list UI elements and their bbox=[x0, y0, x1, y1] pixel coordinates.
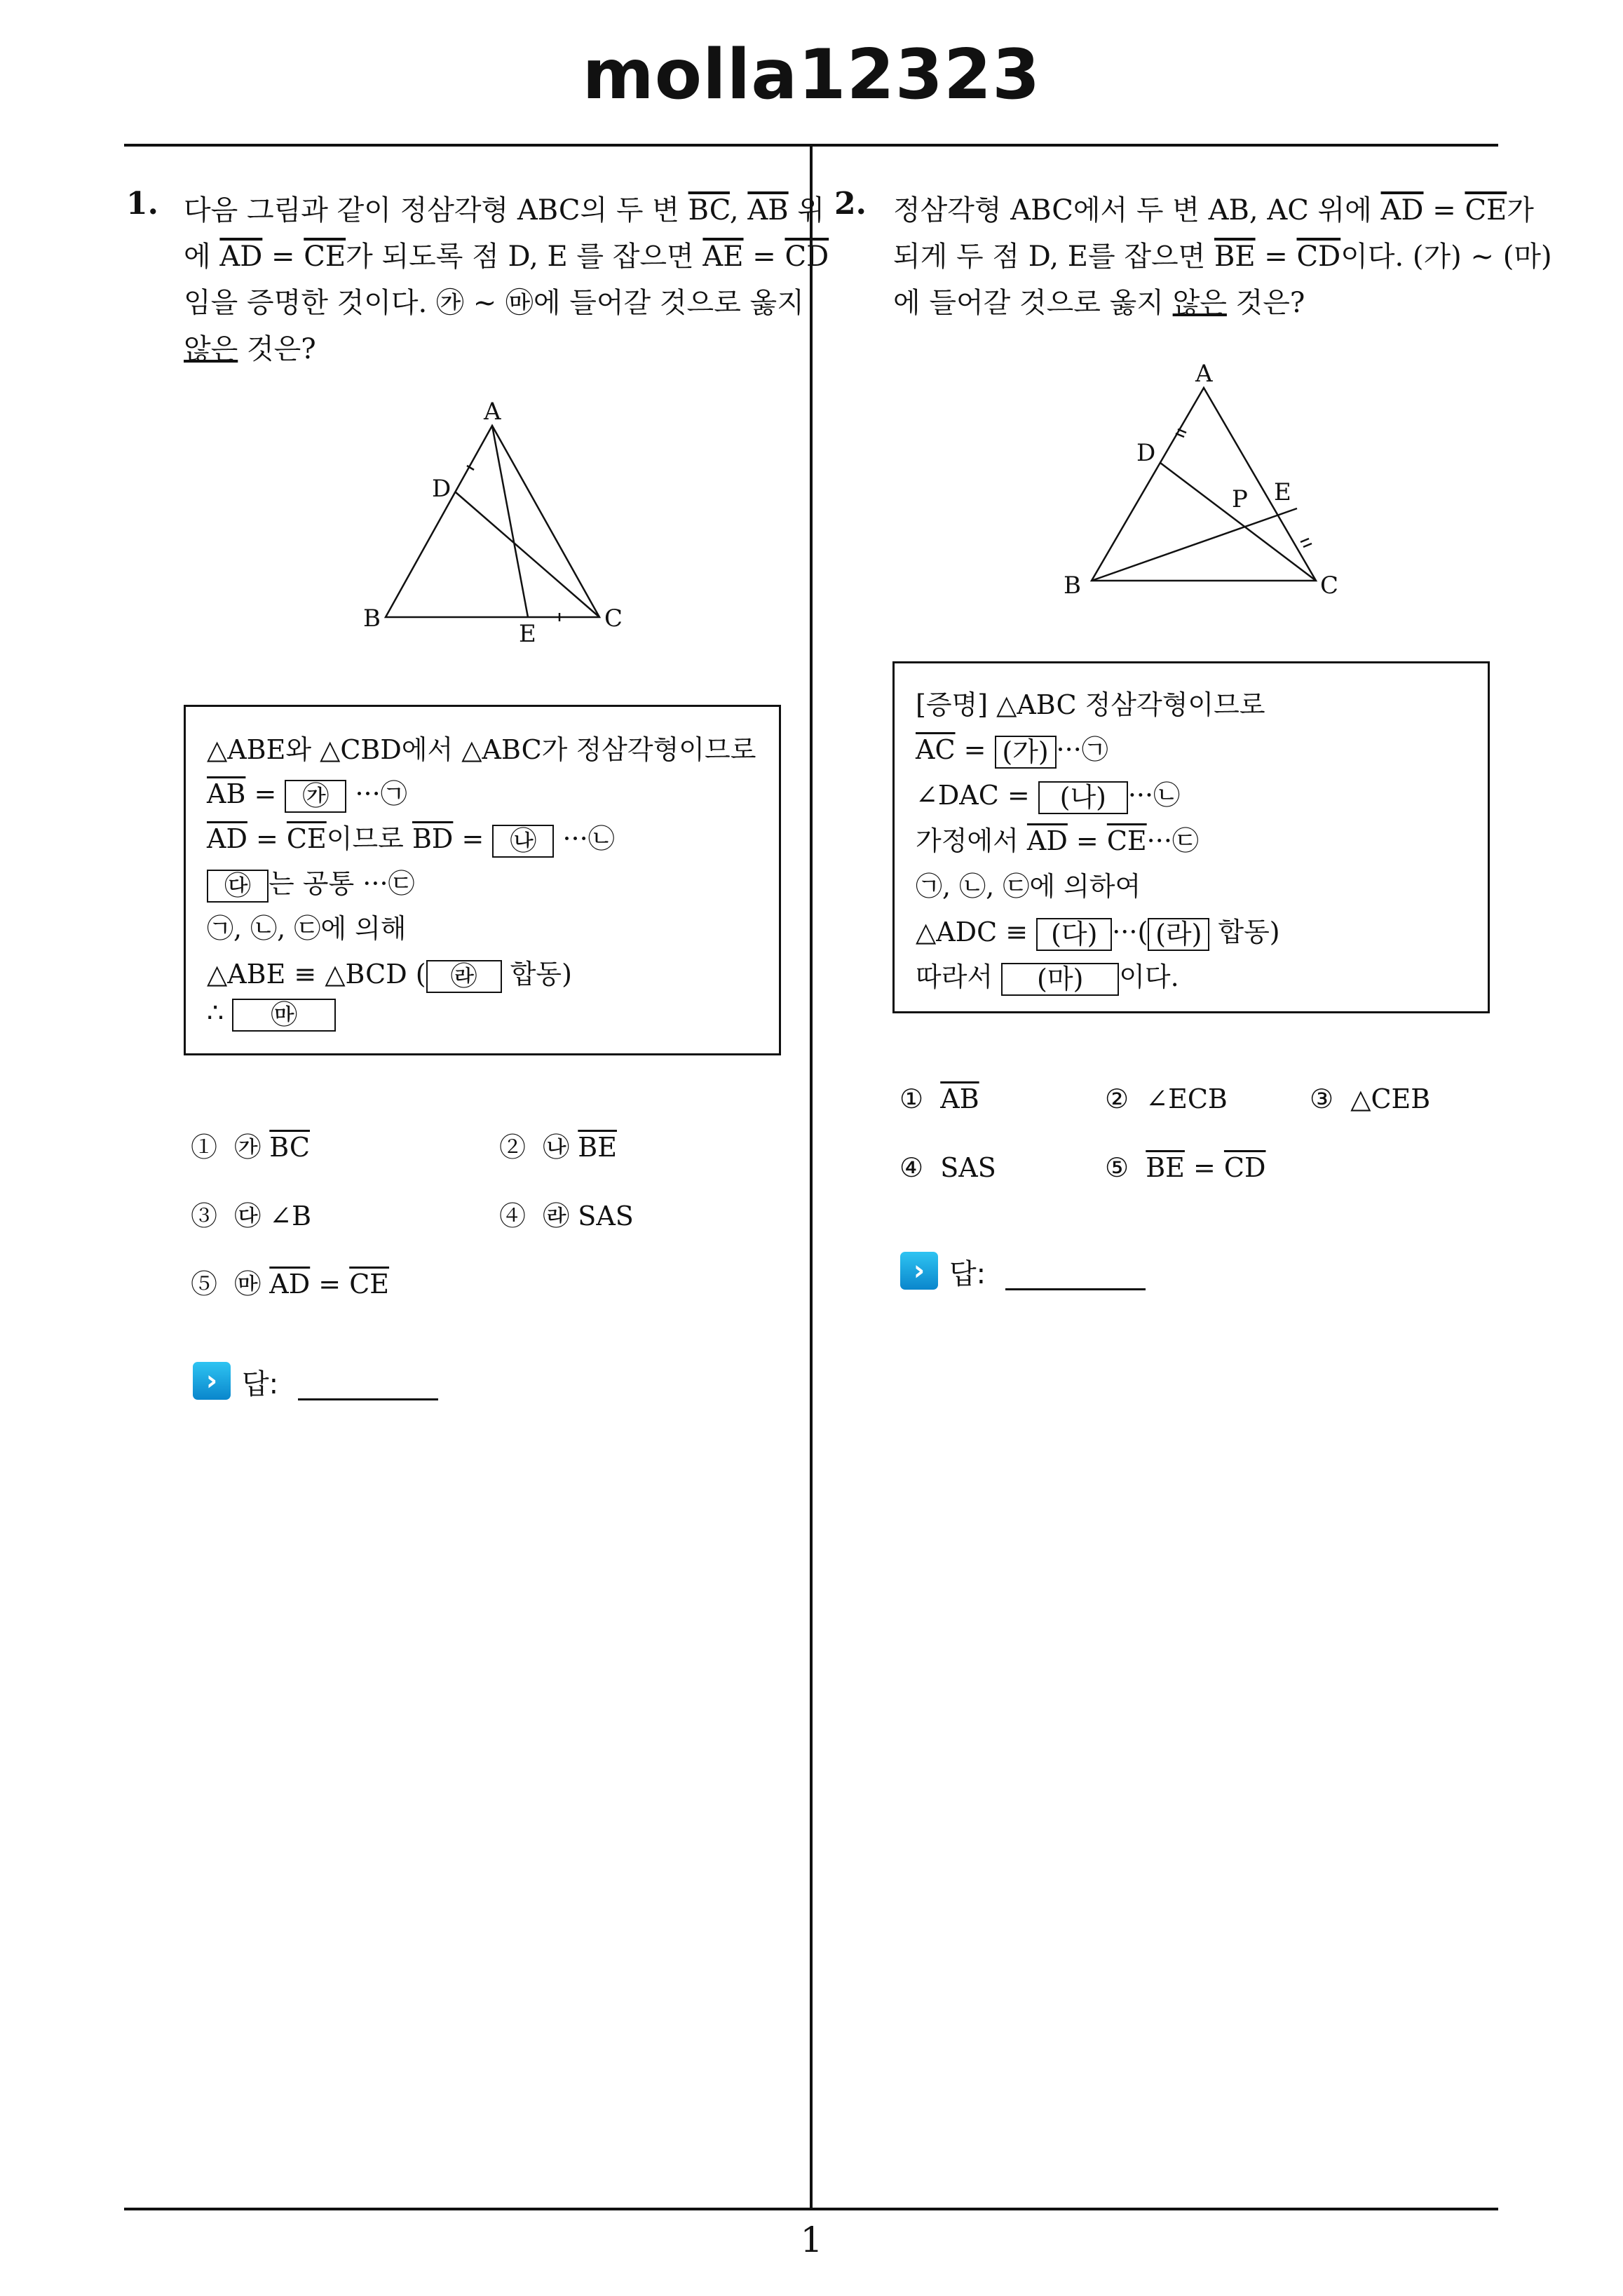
q1-line-4: 않은 것은? bbox=[184, 333, 316, 365]
q1-answer-label: 답: bbox=[242, 1368, 279, 1400]
q1-blank-ma: ㉲ bbox=[232, 999, 336, 1032]
q2-label-e: E bbox=[1274, 478, 1291, 506]
q1-blank-na: ㉯ bbox=[492, 825, 554, 858]
q2-tick-ce-2 bbox=[1303, 543, 1312, 547]
q1-blank-da: ㉰ bbox=[207, 870, 269, 903]
q2-option-1[interactable]: ① $\overline{AB}$ bbox=[899, 1083, 979, 1114]
q1-triangle-figure bbox=[351, 393, 645, 652]
q1-segment-cd bbox=[456, 492, 599, 617]
q2-label-b: B bbox=[1064, 572, 1081, 600]
q2-answer-field[interactable] bbox=[1005, 1288, 1146, 1290]
q1-label-b: B bbox=[363, 605, 381, 633]
q2-answer-label: 답: bbox=[949, 1258, 986, 1290]
page-number: 1 bbox=[800, 2220, 823, 2260]
q1-segment-ae bbox=[492, 426, 528, 617]
q2-label-c: C bbox=[1320, 572, 1339, 600]
q1-proof-line-2: $\overline{AB}$ = ㉮ ···㉠ bbox=[207, 772, 407, 813]
q2-label-p: P bbox=[1232, 485, 1248, 513]
q2-line-2: 되게 두 점 D, E를 잡으면 $\overline{BE} = \overline{CD}$이다. (가) ~ (마) bbox=[893, 241, 1552, 273]
q2-segment-be bbox=[1092, 508, 1297, 581]
q1-proof-line-6: △ABE ≡ △BCD ( ㉱ 합동) bbox=[207, 952, 572, 993]
q1-option-3[interactable]: ③ ㉰ ∠B bbox=[191, 1201, 312, 1231]
q2-number: 2. bbox=[834, 186, 867, 222]
q2-option-4[interactable]: ④ SAS bbox=[899, 1152, 996, 1183]
q2-proof-line-2: $\overline{AC}$ = (가) ···㉠ bbox=[916, 728, 1108, 769]
page-title: molla12323 bbox=[582, 35, 1041, 115]
q1-option-2[interactable]: ② ㉯ $\overline{BE}$ bbox=[499, 1132, 617, 1163]
q1-label-a: A bbox=[484, 398, 501, 426]
q2-blank-da: (다) bbox=[1036, 918, 1112, 952]
q2-label-d: D bbox=[1136, 439, 1156, 467]
q2-proof-line-7: 따라서 (마) 이다. bbox=[916, 955, 1179, 996]
q2-proof-line-4: 가정에서 $\overline{AD}$ = $\overline{CE}\cdot\cdot\cdot㉢$ bbox=[916, 825, 1199, 856]
q1-proof-line-7: ∴ ㉲ bbox=[207, 997, 336, 1032]
q1-label-e: E bbox=[519, 620, 536, 648]
q1-answer-row bbox=[193, 1362, 445, 1404]
q1-proof-line-3: $\overline{AD} = \overline{CE}$이므로 $\overline{BD}$ = ㉯ ···㉡ bbox=[207, 817, 615, 858]
q2-blank-na: (나) bbox=[1038, 781, 1128, 815]
q2-option-3[interactable]: ③ △CEB bbox=[1310, 1083, 1431, 1114]
q1-blank-ra: ㉱ bbox=[426, 960, 502, 994]
q1-line-3: 임을 증명한 것이다. ㉮ ~ ㉲에 들어갈 것으로 옳지 bbox=[184, 287, 804, 319]
q2-option-2[interactable]: ② ∠ECB bbox=[1105, 1083, 1228, 1114]
footer-rule bbox=[124, 2208, 1498, 2210]
q1-proof-box bbox=[184, 705, 781, 1055]
q2-line-1: 정삼각형 ABC에서 두 변 AB, AC 위에 $\overline{AD} = \overline{CE}$가 bbox=[893, 194, 1534, 227]
q1-option-4[interactable]: ④ ㉱ SAS bbox=[499, 1201, 634, 1231]
q2-segment-cd bbox=[1160, 463, 1316, 581]
q1-proof-line-1: △ABE와 △CBD에서 △ABC가 정삼각형이므로 bbox=[207, 734, 756, 765]
q2-proof-line-5: ㉠, ㉡, ㉢에 의하여 bbox=[916, 871, 1141, 902]
q1-option-5[interactable]: ⑤ ㉲ $\overline{AD} = \overline{CE}$ bbox=[191, 1269, 390, 1299]
q2-proof-line-3: ∠DAC = (나) ···㉡ bbox=[916, 774, 1180, 814]
q2-proof-box bbox=[892, 661, 1490, 1013]
q2-blank-ma: (마) bbox=[1001, 963, 1119, 997]
q1-line-1: 다음 그림과 같이 정삼각형 ABC의 두 변 $\overline{BC}$, $\overline{AB}$ 위 bbox=[184, 194, 824, 227]
q2-triangle-figure bbox=[1055, 358, 1364, 610]
q1-answer-field[interactable] bbox=[298, 1398, 438, 1400]
q1-proof-line-5: ㉠, ㉡, ㉢에 의해 bbox=[207, 913, 407, 944]
q1-blank-ga: ㉮ bbox=[285, 780, 346, 813]
q2-label-a: A bbox=[1195, 360, 1213, 388]
q1-label-d: D bbox=[432, 475, 451, 503]
q1-line-2: 에 $\overline{AD} = \overline{CE}$가 되도록 점 D, E 를 잡으면 $\overline{AE} = \overline{CD}$ bbox=[184, 241, 829, 273]
column-divider bbox=[810, 145, 813, 2210]
q1-option-1[interactable]: ① ㉮ $\overline{BC}$ bbox=[191, 1132, 311, 1163]
q1-number: 1. bbox=[126, 186, 158, 222]
chevron-right-icon: › bbox=[900, 1252, 938, 1290]
q1-proof-line-4: ㉰ 는 공통 ···㉢ bbox=[207, 862, 415, 903]
q2-proof-line-6: △ADC ≡ (다) ···( (라) 합동) bbox=[916, 910, 1280, 951]
q2-proof-line-1: [증명] △ABC 정삼각형이므로 bbox=[916, 689, 1265, 720]
q2-blank-ga: (가) bbox=[995, 736, 1057, 769]
q2-blank-ra: (라) bbox=[1148, 918, 1209, 952]
q1-label-c: C bbox=[604, 605, 623, 633]
chevron-right-icon: › bbox=[193, 1362, 231, 1400]
q2-line-3: 에 들어갈 것으로 옳지 않은 것은? bbox=[893, 287, 1305, 319]
q2-option-5[interactable]: ⑤ $\overline{BE} = \overline{CD}$ bbox=[1105, 1152, 1266, 1183]
q2-answer-row bbox=[900, 1252, 1153, 1294]
q2-tick-ce-1 bbox=[1301, 539, 1309, 542]
